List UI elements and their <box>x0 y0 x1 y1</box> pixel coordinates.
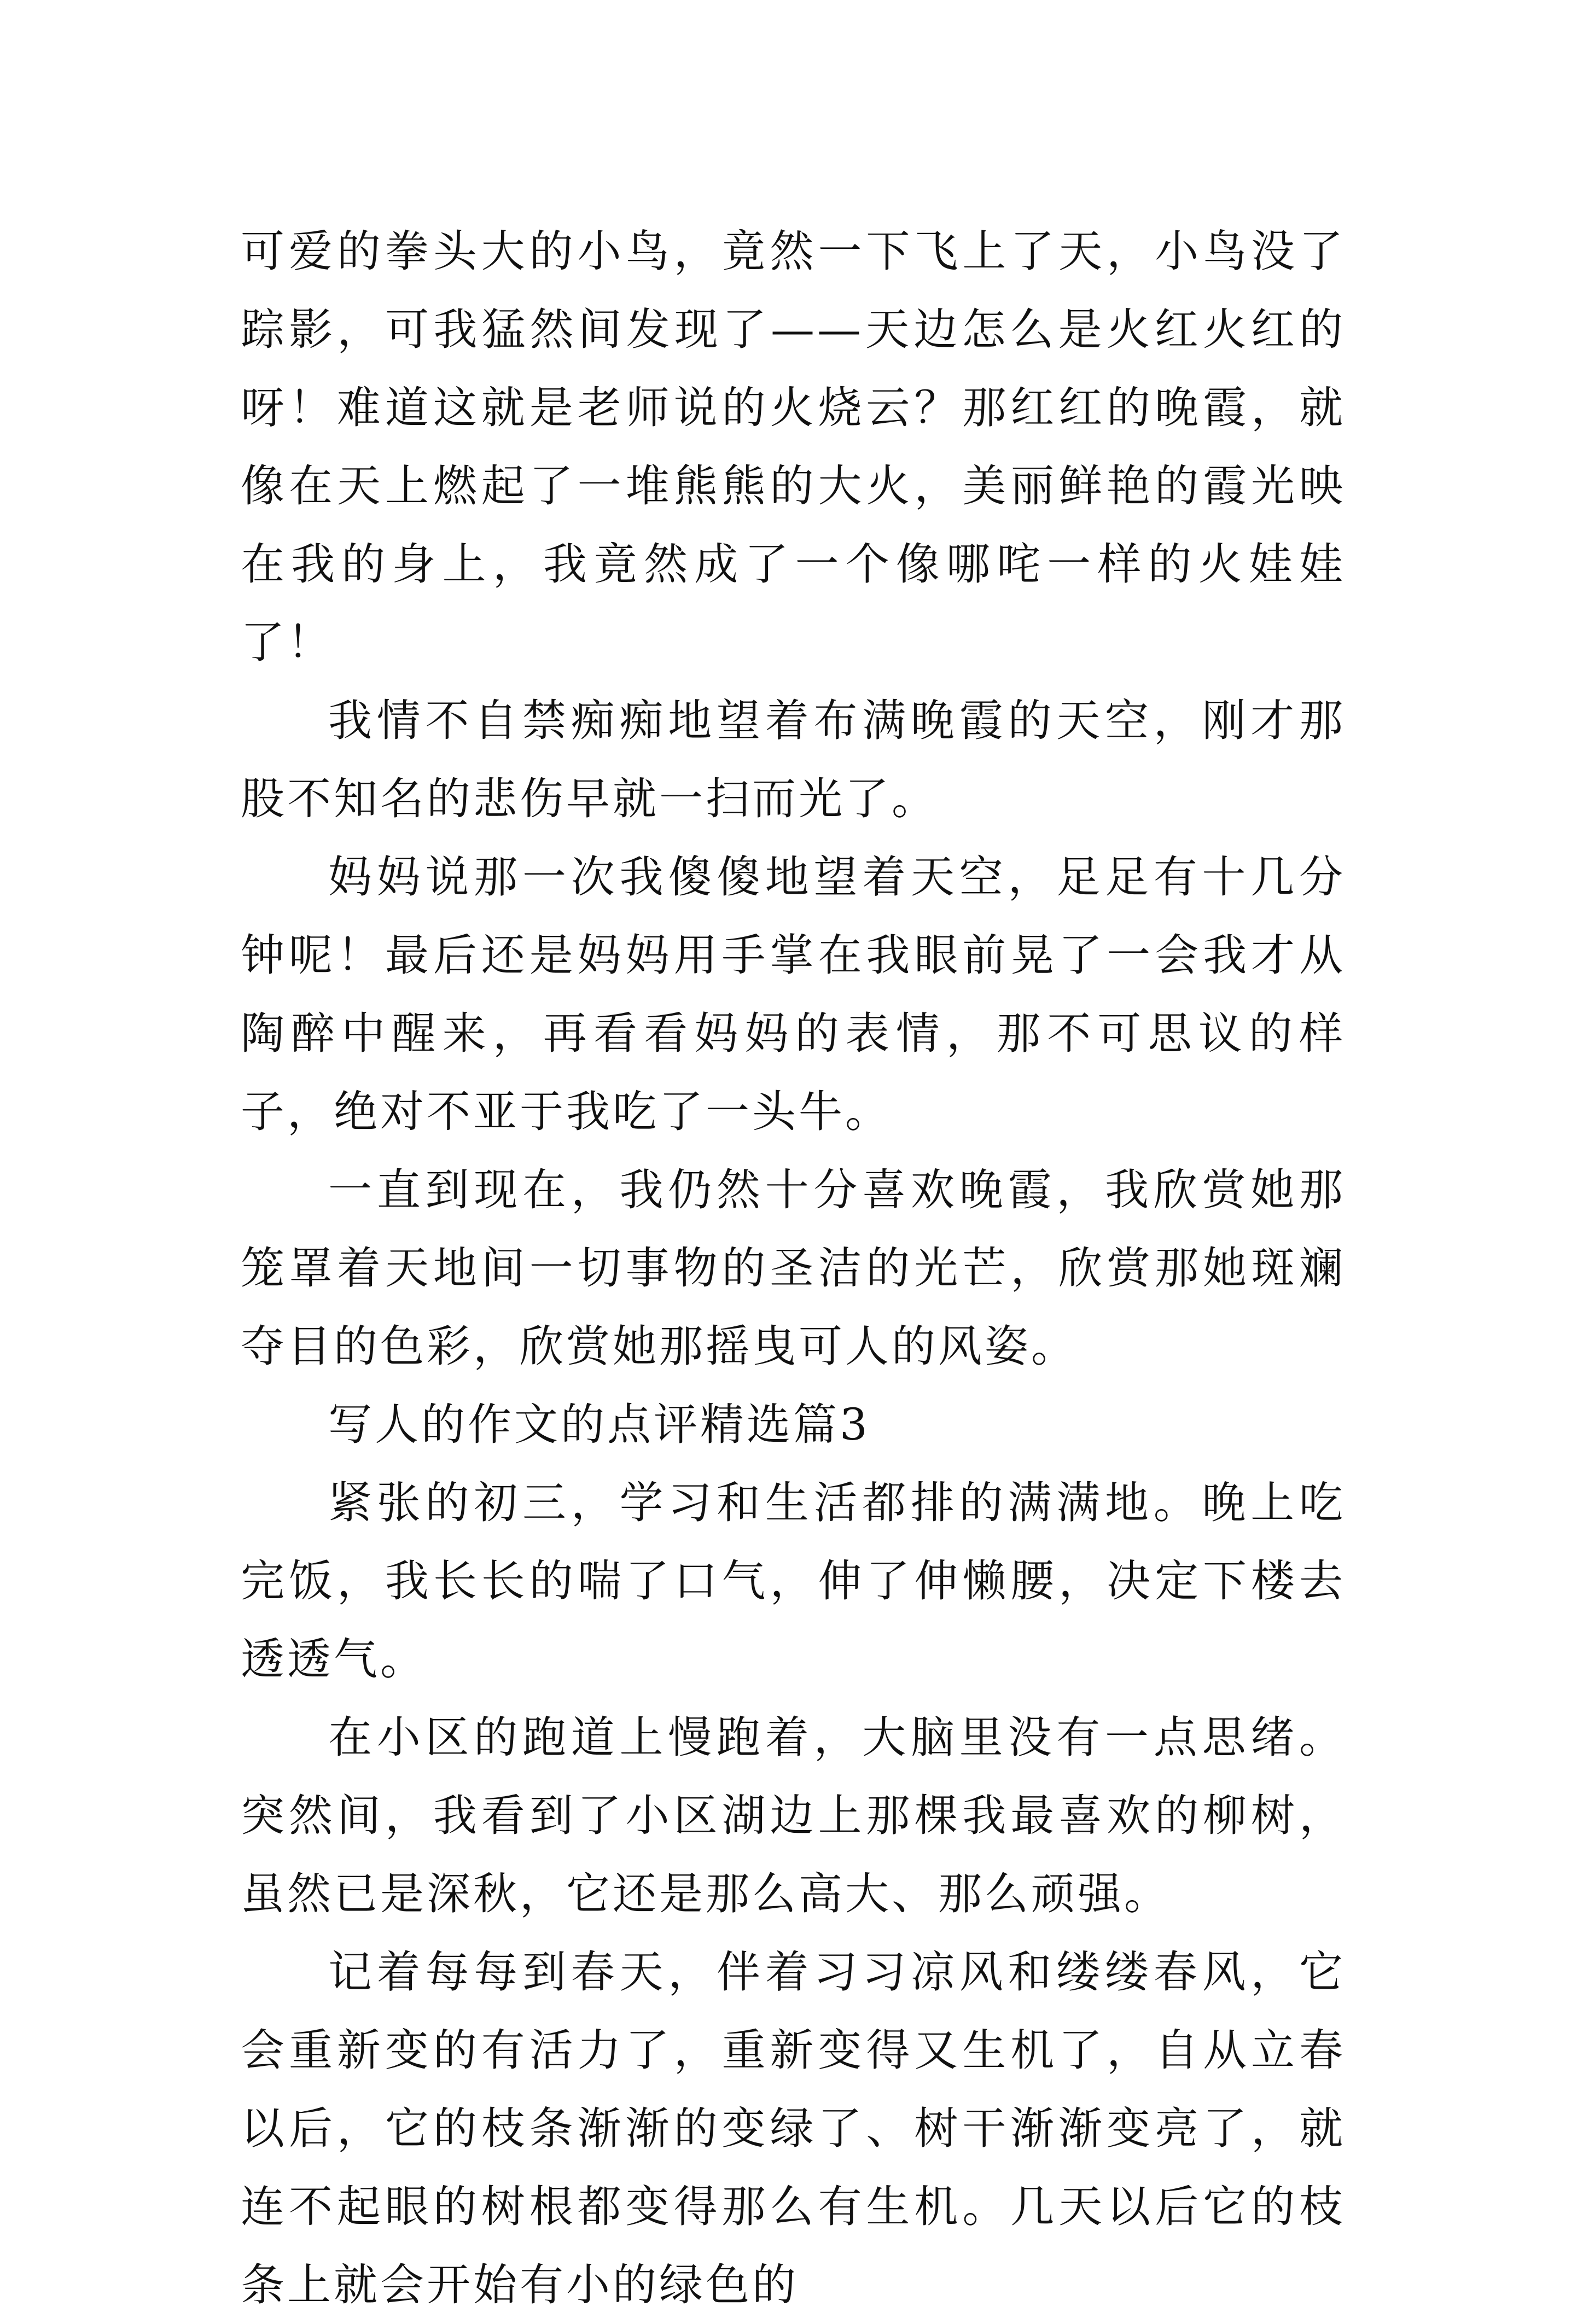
paragraph: 一直到现在，我仍然十分喜欢晚霞，我欣赏她那笼罩着天地间一切事物的圣洁的光芒，欣赏那她斑斓夺目的色彩，欣赏她那摇曳可人的风姿。 <box>241 1164 1346 1372</box>
section-heading: 写人的作文的点评精选篇3 <box>328 1399 870 1450</box>
article-body <box>241 212 1346 2324</box>
paragraph: 紧张的初三，学习和生活都排的满满地。晚上吃完饭，我长长的喘了口气，伸了伸懒腰，决定下楼去透透气。 <box>241 1477 1346 1685</box>
paragraph: 记着每每到春天，伴着习习凉风和缕缕春风，它会重新变的有活力了，重新变得又生机了，自从立春以后，它的枝条渐渐的变绿了、树干渐渐变亮了，就连不起眼的树根都变得那么有生机。几天以后它的枝条上就会开始有小的绿色的 <box>241 1947 1346 2310</box>
paragraph: 我情不自禁痴痴地望着布满晚霞的天空，刚才那股不知名的悲伤早就一扫而光了。 <box>241 695 1346 824</box>
paragraph: 在小区的跑道上慢跑着，大脑里没有一点思绪。突然间，我看到了小区湖边上那棵我最喜欢的柳树，虽然已是深秋，它还是那么高大、那么顽强。 <box>241 1712 1346 1919</box>
paragraph: 妈妈说那一次我傻傻地望着天空，足足有十几分钟呢！最后还是妈妈用手掌在我眼前晃了一会我才从陶醉中醒来，再看看妈妈的表情，那不可思议的样子，绝对不亚于我吃了一头牛。 <box>241 852 1346 1137</box>
paragraph-continuation: 可爱的拳头大的小鸟，竟然一下飞上了天，小鸟没了踪影，可我猛然间发现了——天边怎么是火红火红的呀！难道这就是老师说的火烧云？那红红的晚霞，就像在天上燃起了一堆熊熊的大火，美丽鲜艳的霞光映在我的身上，我竟然成了一个像哪咤一样的火娃娃了！ <box>241 226 1346 668</box>
